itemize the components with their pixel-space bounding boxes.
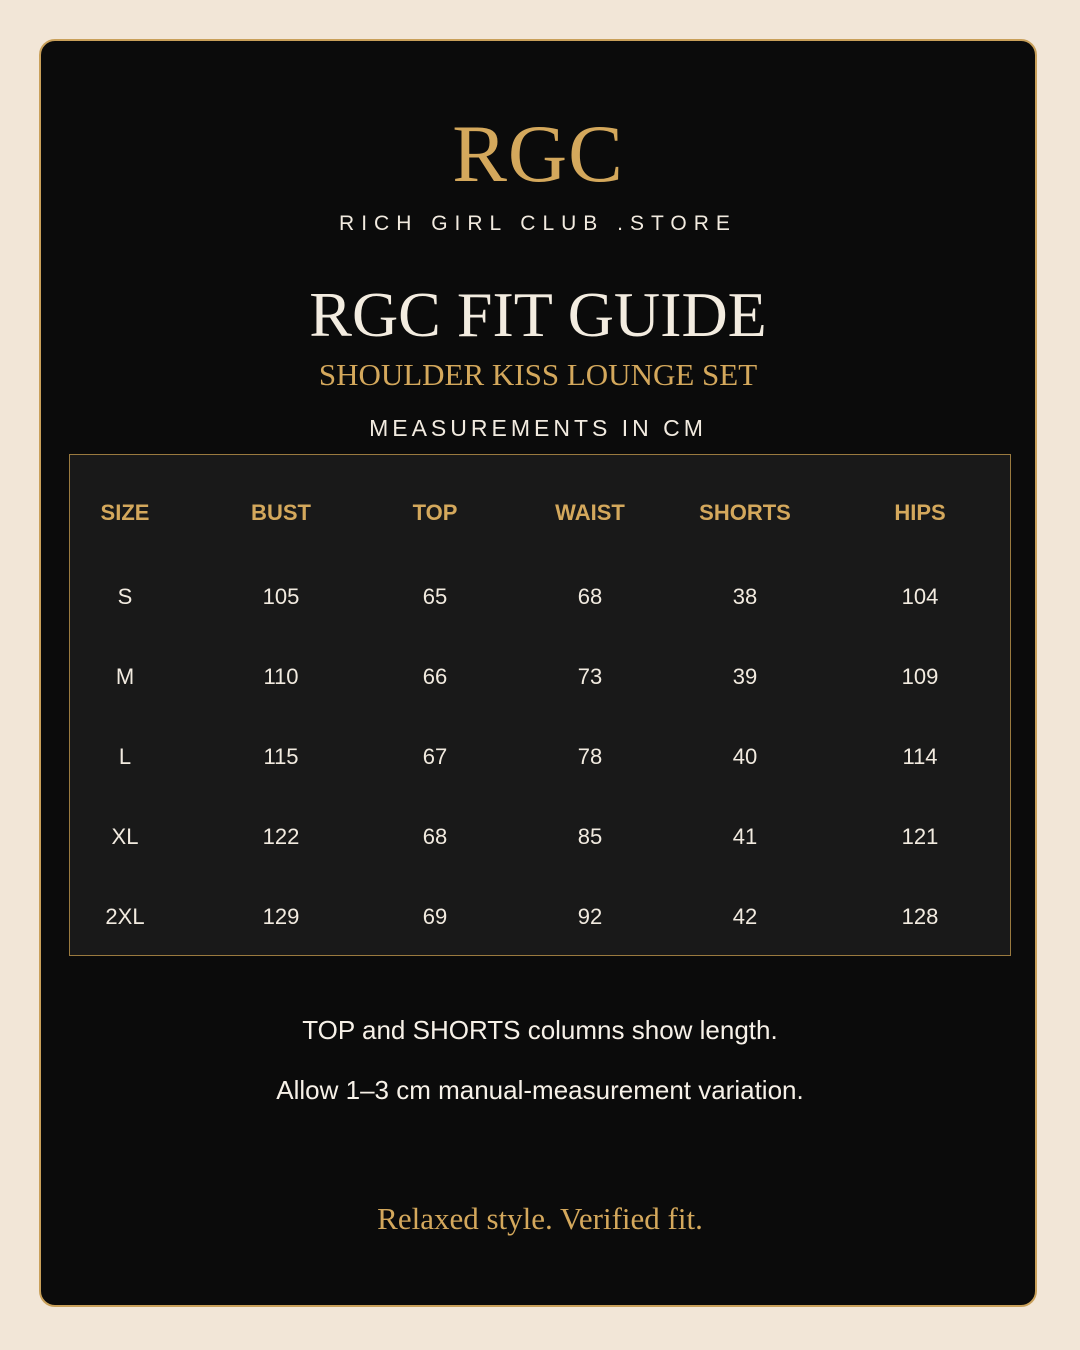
cell-waist: 68 xyxy=(577,584,603,609)
cell-hips: 114 xyxy=(902,744,938,769)
product-name: SHOULDER KISS LOUNGE SET xyxy=(318,357,758,392)
cell-shorts: 39 xyxy=(732,664,758,689)
cell-waist: 92 xyxy=(577,904,603,929)
cell-waist: 85 xyxy=(577,824,603,849)
size-table xyxy=(69,454,1011,956)
cell-top: 68 xyxy=(422,824,448,849)
table-row xyxy=(70,817,1010,857)
cell-shorts: 38 xyxy=(732,584,758,609)
page-title: RGC FIT GUIDE xyxy=(309,279,767,350)
cell-size: XL xyxy=(111,824,139,849)
cell-shorts: 40 xyxy=(732,744,758,769)
table-row xyxy=(70,737,1010,777)
store-name: RICH GIRL CLUB .STORE xyxy=(339,212,737,235)
cell-hips: 128 xyxy=(901,904,939,929)
cell-hips: 104 xyxy=(901,584,939,609)
cell-bust: 110 xyxy=(263,664,299,689)
cell-hips: 109 xyxy=(901,664,939,689)
cell-top: 67 xyxy=(422,744,448,769)
cell-bust: 122 xyxy=(262,824,300,849)
header-size: SIZE xyxy=(100,500,150,525)
table-header-row xyxy=(70,493,1010,533)
cell-waist: 73 xyxy=(577,664,603,689)
table-row xyxy=(70,577,1010,617)
cell-top: 66 xyxy=(422,664,448,689)
header-bust: BUST xyxy=(251,500,311,525)
units-label: MEASUREMENTS IN CM xyxy=(369,415,707,441)
table-row xyxy=(70,897,1010,937)
header-waist: WAIST xyxy=(555,500,625,525)
table-row xyxy=(70,657,1010,697)
cell-size: M xyxy=(115,664,135,689)
header-top: TOP xyxy=(412,500,458,525)
cell-top: 65 xyxy=(422,584,448,609)
cell-shorts: 41 xyxy=(732,824,758,849)
cell-bust: 115 xyxy=(263,744,299,769)
length-note: TOP and SHORTS columns show length. xyxy=(302,1015,778,1045)
header-hips: HIPS xyxy=(894,500,946,525)
variation-note: Allow 1–3 cm manual-measurement variation. xyxy=(276,1075,804,1105)
tagline: Relaxed style. Verified fit. xyxy=(377,1201,703,1236)
brand-logo: RGC xyxy=(452,108,624,199)
cell-top: 69 xyxy=(422,904,448,929)
cell-waist: 78 xyxy=(577,744,603,769)
cell-shorts: 42 xyxy=(732,904,758,929)
header-shorts: SHORTS xyxy=(699,500,791,525)
cell-size: L xyxy=(118,744,132,769)
cell-bust: 105 xyxy=(262,584,300,609)
cell-bust: 129 xyxy=(262,904,300,929)
cell-hips: 121 xyxy=(901,824,939,849)
cell-size: 2XL xyxy=(105,904,145,929)
cell-size: S xyxy=(117,584,133,609)
